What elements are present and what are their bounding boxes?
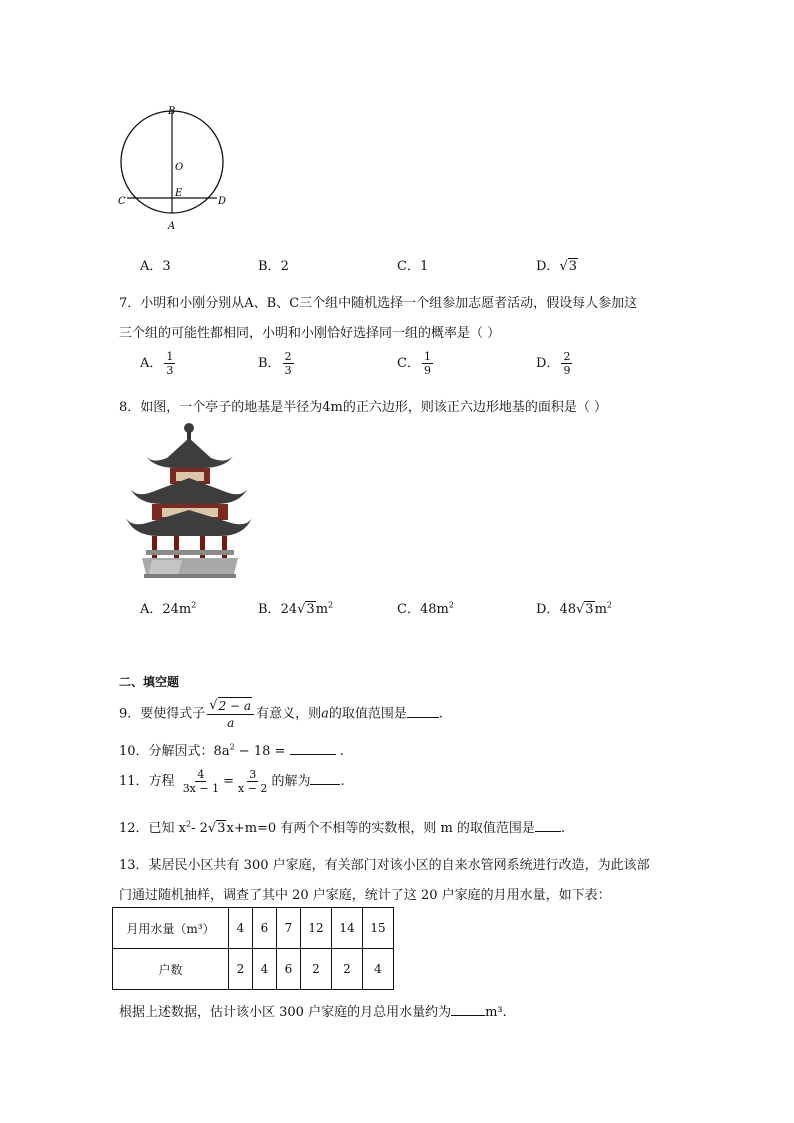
q7-option-d: D． $\frac{2}{9}$ [536, 350, 571, 377]
table-cell: 6 [277, 949, 301, 990]
q6-option-a: A．3 [140, 259, 171, 274]
q8-option-a: A．$24m^2$ [140, 600, 197, 617]
table-cell: 4 [363, 949, 394, 990]
q7-text-line1: 7．小明和小刚分别从A、B、C三个组中随机选择一个组参加志愿者活动，假设每人参加这 [119, 296, 638, 311]
q12-text: 12．已知 $x^2-$ 2 √ 3 x+m=0 有两个不相等的实数根，则 m 的取值范围是 . [119, 819, 566, 836]
water-usage-table [112, 907, 394, 990]
table-row [113, 908, 394, 949]
q7-option-a: A． $\frac{1}{3}$ [140, 350, 174, 377]
q6-option-c: C．1 [397, 259, 429, 274]
q9-text: 9．要使得式子 √ 2 − a a 有意义，则a的取值范围是 . [119, 698, 443, 730]
q13-text-line2: 门通过随机抽样，调查了其中 20 户家庭，统计了这 20 户家庭的月用水量，如下表： [119, 888, 611, 903]
q6-option-d: D． √ 3 [536, 259, 578, 274]
q8-text: 8．如图，一个亭子的地基是半径为4m的正六边形，则该正六边形地基的面积是（ ） [119, 400, 608, 415]
q8-option-b: B．24 √ 3 $m^2$ [258, 600, 334, 617]
q7-option-c: C． $\frac{1}{9}$ [397, 350, 431, 377]
label-d: D [218, 196, 227, 207]
pavilion-image [122, 418, 262, 583]
label-c: C [118, 196, 126, 207]
table-cell: 15 [363, 908, 394, 949]
q10-text: 10．分解因式：$8a^2 - 18$ = . [119, 742, 344, 759]
section-title: 二、填空题 [119, 675, 180, 689]
table-cell: 2 [332, 949, 363, 990]
table-cell: 2 [301, 949, 332, 990]
table-cell: 4 [253, 949, 277, 990]
circle-figure [110, 100, 240, 235]
q13-text-line1: 13．某居民小区共有 300 户家庭，有关部门对该小区的自来水管网系统进行改造，为此该部 [119, 858, 650, 873]
q7-text-line2: 三个组的可能性都相同，小明和小刚恰好选择同一组的概率是（ ） [119, 326, 501, 341]
table-cell: 12 [301, 908, 332, 949]
table-cell: 7 [277, 908, 301, 949]
q13-text-line3: 根据上述数据，估计该小区 300 户家庭的月总用水量约为 m³. [119, 1005, 507, 1020]
label-b: B [168, 106, 176, 117]
table-cell: 2 [229, 949, 253, 990]
label-o: O [175, 162, 184, 173]
table-cell: 14 [332, 908, 363, 949]
table-cell: 4 [229, 908, 253, 949]
table-cell: 6 [253, 908, 277, 949]
q8-option-c: C．$48m^2$ [397, 600, 454, 617]
label-a: A [168, 221, 176, 232]
q6-option-b: B．2 [258, 259, 289, 274]
table-header-cell: 月用水量（m³） [113, 908, 229, 949]
table-header-cell: 户数 [113, 949, 229, 990]
q11-text: 11．方程 $\frac{4}{3x - 1}$ = $\frac{3}{x - 2}$ 的解为 . [119, 768, 345, 795]
q8-option-d: D．48 √ 3 $m^2$ [536, 600, 612, 617]
q7-option-b: B． $\frac{2}{3}$ [258, 350, 292, 377]
table-row [113, 949, 394, 990]
label-e: E [175, 188, 183, 199]
